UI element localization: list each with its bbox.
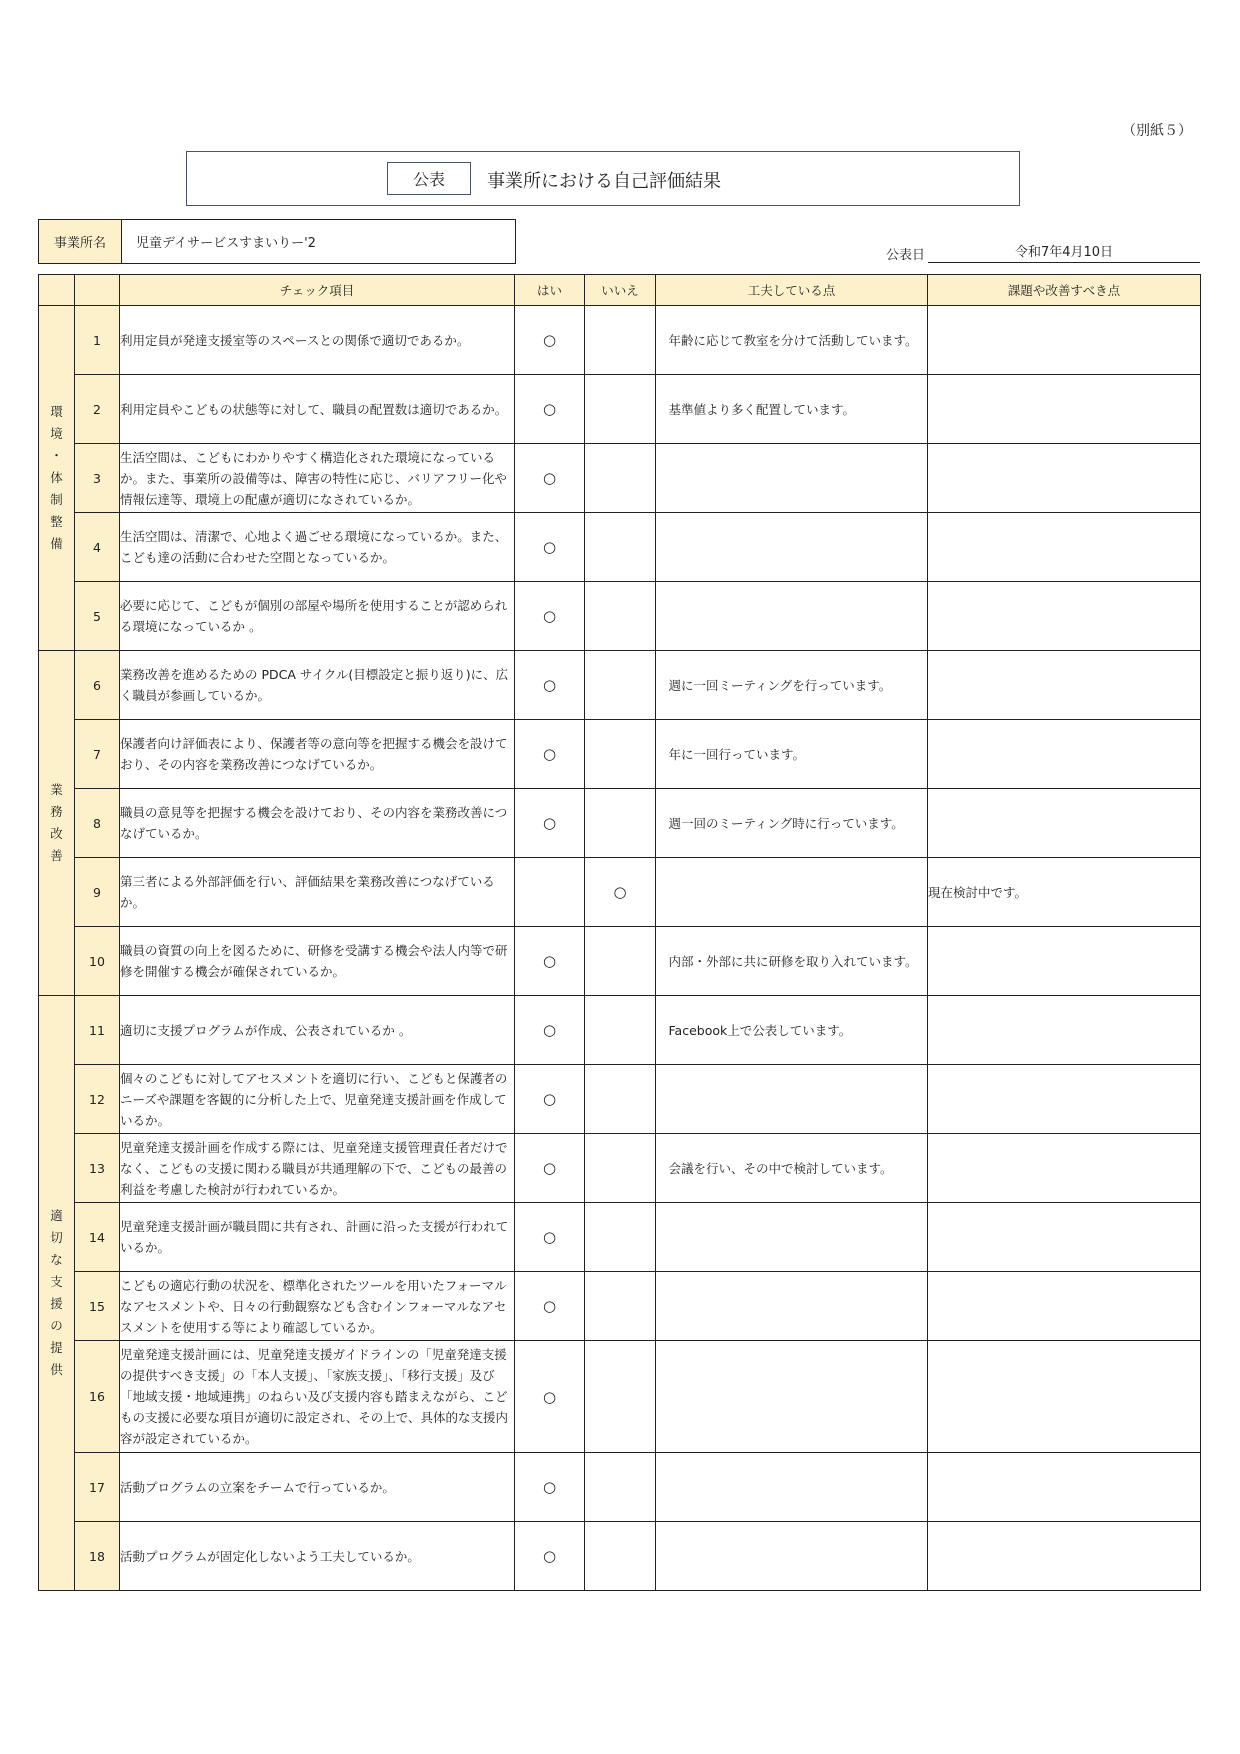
- yes-mark: ○: [515, 927, 585, 996]
- row-number: 12: [75, 1065, 120, 1134]
- check-item-text: 活動プログラムが固定化しないよう工夫しているか。: [120, 1522, 515, 1591]
- check-item-text: 職員の資質の向上を図るために、研修を受講する機会や法人内等で研修を開催する機会が確保されているか。: [120, 927, 515, 996]
- ingenuity-text: [656, 444, 928, 513]
- ingenuity-text: [656, 1453, 928, 1522]
- check-item-text: 個々のこどもに対してアセスメントを適切に行い、こどもと保護者のニーズや課題を客観的に分析した上で、児童発達支援計画を作成しているか。: [120, 1065, 515, 1134]
- no-mark: [585, 1203, 656, 1272]
- ingenuity-text: [656, 1065, 928, 1134]
- row-number: 4: [75, 513, 120, 582]
- check-item-text: 生活空間は、清潔で、心地よく過ごせる環境になっているか。また、こども達の活動に合わせた空間となっているか。: [120, 513, 515, 582]
- table-row: [39, 1134, 1201, 1203]
- yes-mark: ○: [515, 1341, 585, 1453]
- publication-date: 令和7年4月10日: [928, 241, 1200, 263]
- row-number: 14: [75, 1203, 120, 1272]
- yes-mark: ○: [515, 1272, 585, 1341]
- issue-text: 現在検討中です。: [928, 858, 1201, 927]
- yes-mark: ○: [515, 513, 585, 582]
- header-issues: 課題や改善すべき点: [928, 275, 1201, 306]
- category-environment: 環 境 ・ 体 制 整 備: [39, 306, 75, 651]
- ingenuity-text: 年に一回行っています。: [656, 720, 928, 789]
- no-mark: [585, 1341, 656, 1453]
- header-ingenuity: 工夫している点: [656, 275, 928, 306]
- issue-text: [928, 789, 1201, 858]
- publication-date-label: 公表日: [886, 248, 926, 263]
- check-item-text: 第三者による外部評価を行い、評価結果を業務改善につなげているか。: [120, 858, 515, 927]
- yes-mark: ○: [515, 444, 585, 513]
- no-mark: ○: [585, 858, 656, 927]
- no-mark: [585, 789, 656, 858]
- ingenuity-text: 週一回のミーティング時に行っています。: [656, 789, 928, 858]
- row-number: 2: [75, 375, 120, 444]
- check-item-text: 業務改善を進めるための PDCA サイクル(目標設定と振り返り)に、広く職員が参画しているか。: [120, 651, 515, 720]
- ingenuity-text: [656, 582, 928, 651]
- table-row: [39, 513, 1201, 582]
- office-box: [38, 219, 516, 264]
- table-row: [39, 789, 1201, 858]
- ingenuity-text: Facebook上で公表しています。: [656, 996, 928, 1065]
- check-item-text: こどもの適応行動の状況を、標準化されたツールを用いたフォーマルなアセスメントや、日々の行動観察なども含むインフォーマルなアセスメントを使用する等により確認しているか。: [120, 1272, 515, 1341]
- yes-mark: ○: [515, 1065, 585, 1134]
- no-mark: [585, 1522, 656, 1591]
- ingenuity-text: 週に一回ミーティングを行っています。: [656, 651, 928, 720]
- no-mark: [585, 1272, 656, 1341]
- publication-badge: 公表: [387, 162, 471, 195]
- no-mark: [585, 1065, 656, 1134]
- issue-text: [928, 1453, 1201, 1522]
- table-body: [39, 306, 1201, 1591]
- no-mark: [585, 1134, 656, 1203]
- issue-text: [928, 1522, 1201, 1591]
- ingenuity-text: [656, 1272, 928, 1341]
- category-support: 適 切 な 支 援 の 提 供: [39, 996, 75, 1591]
- row-number: 11: [75, 996, 120, 1065]
- check-item-text: 保護者向け評価表により、保護者等の意向等を把握する機会を設けており、その内容を業務改善につなげているか。: [120, 720, 515, 789]
- title-box: [186, 151, 1020, 206]
- table-row: [39, 1522, 1201, 1591]
- ingenuity-text: [656, 858, 928, 927]
- row-number: 6: [75, 651, 120, 720]
- row-number: 1: [75, 306, 120, 375]
- check-item-text: 児童発達支援計画には、児童発達支援ガイドラインの「児童発達支援の提供すべき支援」の「本人支援」、「家族支援」、「移行支援」及び「地域支援・地域連携」のねらい及び支援内容も踏まえながら、こどもの支援に必要な項目が適切に設定され、その上で、具体的な支援内容が設定されているか。: [120, 1341, 515, 1453]
- ingenuity-text: 内部・外部に共に研修を取り入れています。: [656, 927, 928, 996]
- check-item-text: 利用定員やこどもの状態等に対して、職員の配置数は適切であるか。: [120, 375, 515, 444]
- issue-text: [928, 513, 1201, 582]
- table-row: [39, 1065, 1201, 1134]
- row-number: 5: [75, 582, 120, 651]
- no-mark: [585, 582, 656, 651]
- yes-mark: ○: [515, 1134, 585, 1203]
- no-mark: [585, 927, 656, 996]
- ingenuity-text: [656, 1522, 928, 1591]
- issue-text: [928, 996, 1201, 1065]
- issue-text: [928, 1134, 1201, 1203]
- row-number: 15: [75, 1272, 120, 1341]
- check-item-text: 利用定員が発達支援室等のスペースとの関係で適切であるか。: [120, 306, 515, 375]
- issue-text: [928, 720, 1201, 789]
- table-row: [39, 1453, 1201, 1522]
- no-mark: [585, 444, 656, 513]
- issue-text: [928, 651, 1201, 720]
- issue-text: [928, 306, 1201, 375]
- check-item-text: 生活空間は、こどもにわかりやすく構造化された環境になっているか。また、事業所の設備等は、障害の特性に応じ、バリアフリー化や情報伝達等、環境上の配慮が適切になされているか。: [120, 444, 515, 513]
- header-category: [39, 275, 75, 306]
- yes-mark: ○: [515, 1453, 585, 1522]
- table-header-row: [39, 275, 1201, 306]
- yes-mark: ○: [515, 582, 585, 651]
- category-improvement: 業 務 改 善: [39, 651, 75, 996]
- office-label: 事業所名: [39, 220, 122, 263]
- office-name: 児童デイサービスすまいりー'2: [136, 236, 316, 251]
- row-number: 17: [75, 1453, 120, 1522]
- ingenuity-text: 会議を行い、その中で検討しています。: [656, 1134, 928, 1203]
- row-number: 18: [75, 1522, 120, 1591]
- header-no: いいえ: [585, 275, 656, 306]
- document-number: （別紙５）: [1122, 123, 1192, 139]
- issue-text: [928, 1203, 1201, 1272]
- issue-text: [928, 1341, 1201, 1453]
- check-item-text: 児童発達支援計画を作成する際には、児童発達支援管理責任者だけでなく、こどもの支援に関わる職員が共通理解の下で、こどもの最善の利益を考慮した検討が行われているか。: [120, 1134, 515, 1203]
- yes-mark: ○: [515, 375, 585, 444]
- row-number: 3: [75, 444, 120, 513]
- no-mark: [585, 306, 656, 375]
- table-row: [39, 927, 1201, 996]
- yes-mark: ○: [515, 789, 585, 858]
- table-row: [39, 375, 1201, 444]
- issue-text: [928, 1272, 1201, 1341]
- issue-text: [928, 582, 1201, 651]
- row-number: 9: [75, 858, 120, 927]
- yes-mark: ○: [515, 651, 585, 720]
- table-row: [39, 1341, 1201, 1453]
- table-row: [39, 582, 1201, 651]
- issue-text: [928, 375, 1201, 444]
- table-row: [39, 996, 1201, 1065]
- table-row: [39, 651, 1201, 720]
- no-mark: [585, 996, 656, 1065]
- yes-mark: ○: [515, 1522, 585, 1591]
- yes-mark: ○: [515, 306, 585, 375]
- row-number: 13: [75, 1134, 120, 1203]
- header-number: [75, 275, 120, 306]
- ingenuity-text: [656, 1341, 928, 1453]
- row-number: 10: [75, 927, 120, 996]
- header-yes: はい: [515, 275, 585, 306]
- table-row: [39, 306, 1201, 375]
- check-item-text: 児童発達支援計画が職員間に共有され、計画に沿った支援が行われているか。: [120, 1203, 515, 1272]
- row-number: 8: [75, 789, 120, 858]
- yes-mark: [515, 858, 585, 927]
- check-item-text: 必要に応じて、こどもが個別の部屋や場所を使用することが認められる環境になっているか 。: [120, 582, 515, 651]
- ingenuity-text: 基準値より多く配置しています。: [656, 375, 928, 444]
- row-number: 16: [75, 1341, 120, 1453]
- no-mark: [585, 513, 656, 582]
- check-item-text: 適切に支援プログラムが作成、公表されているか 。: [120, 996, 515, 1065]
- check-item-text: 活動プログラムの立案をチームで行っているか。: [120, 1453, 515, 1522]
- table-row: [39, 444, 1201, 513]
- table-row: [39, 858, 1201, 927]
- no-mark: [585, 651, 656, 720]
- no-mark: [585, 375, 656, 444]
- no-mark: [585, 1453, 656, 1522]
- table-row: [39, 1203, 1201, 1272]
- header-check-item: チェック項目: [120, 275, 515, 306]
- row-number: 7: [75, 720, 120, 789]
- issue-text: [928, 444, 1201, 513]
- yes-mark: ○: [515, 720, 585, 789]
- ingenuity-text: [656, 1203, 928, 1272]
- table-row: [39, 1272, 1201, 1341]
- evaluation-table: [38, 274, 1201, 1591]
- page-title: 事業所における自己評価結果: [487, 171, 721, 192]
- issue-text: [928, 927, 1201, 996]
- issue-text: [928, 1065, 1201, 1134]
- check-item-text: 職員の意見等を把握する機会を設けており、その内容を業務改善につなげているか。: [120, 789, 515, 858]
- table-row: [39, 720, 1201, 789]
- no-mark: [585, 720, 656, 789]
- ingenuity-text: 年齢に応じて教室を分けて活動しています。: [656, 306, 928, 375]
- yes-mark: ○: [515, 996, 585, 1065]
- yes-mark: ○: [515, 1203, 585, 1272]
- ingenuity-text: [656, 513, 928, 582]
